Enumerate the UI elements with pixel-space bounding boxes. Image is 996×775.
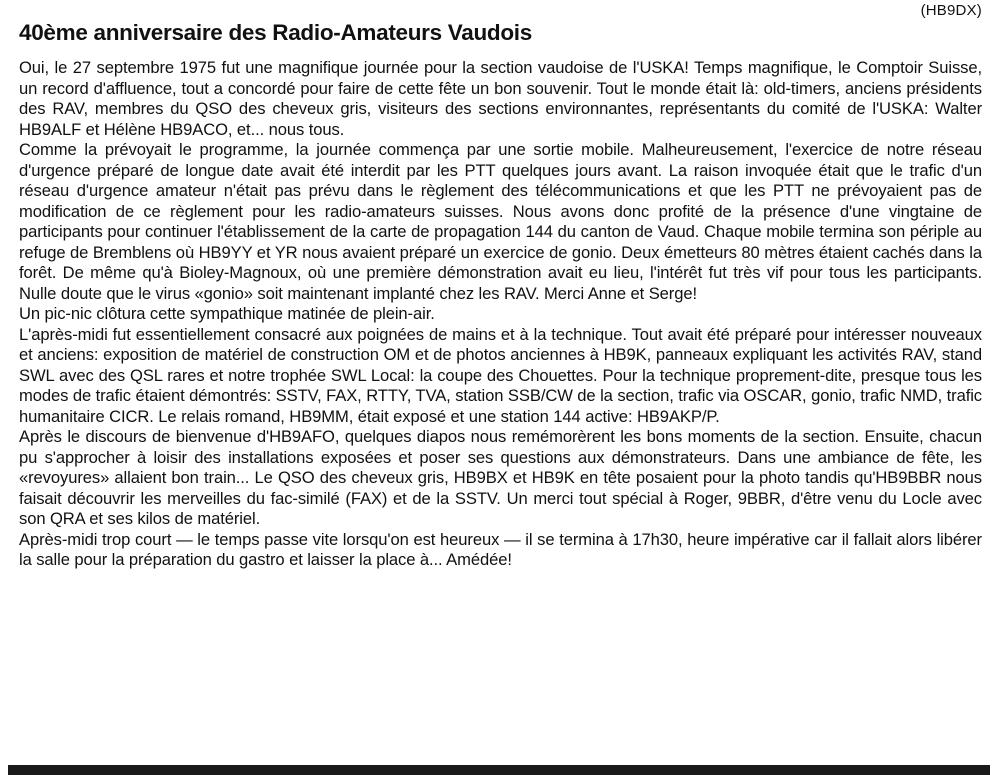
paragraph-intro: Oui, le 27 septembre 1975 fut une magnifique journée pour la section vaudoise de l'USKA! Temps magnifique, le Comptoir Suisse, un record d'affluence, tout a concordé pour faire de cette fête un bon souvenir. Tout le monde était là: old-timers, anciens présidents des RAV, membres du QSO des cheveux gris, visiteurs des sections environnantes, représentants du comité de l'USKA: Walter HB9ALF et Hélène HB9ACO, et... nous tous.: [19, 58, 982, 139]
bottom-divider: [8, 765, 990, 775]
paragraph-picnic: Un pic-nic clôtura cette sympathique matinée de plein-air.: [19, 304, 435, 323]
paragraph-mobile-outing: Comme la prévoyait le programme, la journée commença par une sortie mobile. Malheureusement, l'exercice de notre réseau d'urgence préparé de longue date avait été interdit par les PTT quelques jours avant. La raison invoquée était que le trafic d'un réseau d'urgence amateur n'était pas prévu dans le règlement des télécommunications et que les PTT ne prévoyaient pas de modification de ce règlement pour les radio-amateurs suisses. Nous avons donc profité de la présence d'une vingtaine de participants pour continuer l'établissement de la carte de propagation 144 du canton de Vaud. Chaque mobile termina son périple au refuge de Bremblens où HB9YY et YR nous avaient préparé un exercice de gonio. Deux émetteurs 80 mètres étaient cachés dans la forêt. De même qu'à Bioley-Magnoux, où une première démonstration avait eu lieu, l'intérêt fut très vif pour tous les participants. Nulle doute que le virus «gonio» soit maintenant implanté chez les RAV. Merci Anne et Serge!: [19, 140, 982, 303]
article-title: 40ème anniversaire des Radio-Amateurs Vaudois: [19, 20, 532, 45]
paragraph-closing: Après-midi trop court — le temps passe vite lorsqu'on est heureux — il se termina à 17h30, heure impérative car il fallait alors libérer la salle pour la préparation du gastro et laisser la place à... Amédée!: [19, 529, 982, 569]
paragraph-welcome-speech: Après le discours de bienvenue d'HB9AFO, quelques diapos nous remémorèrent les bons moments de la section. Ensuite, chacun pu s'approcher à loisir des installations exposées et poser ses questions aux démonstrateurs. Dans une ambiance de fête, les «revoyures» allaient bon train... Le QSO des cheveux gris, HB9BX et HB9K en tête posaient pour la photo tandis qu'HB9BBR nous faisait découvrir les merveilles du fac-similé (FAX) et de la SSTV. Un merci tout spécial à Roger, 9BBR, d'être venu du Locle avec son QRA et ses kilos de matériel.: [19, 427, 982, 528]
author-callsign: (HB9DX): [920, 2, 982, 19]
paragraph-afternoon-technique: L'après-midi fut essentiellement consacré aux poignées de mains et à la technique. Tout avait été préparé pour intéresser nouveaux et anciens: exposition de matériel de construction OM et de photos anciennes à HB9K, panneaux expliquant les activités RAV, stand SWL avec des QSL rares et notre trophée SWL Local: la coupe des Chouettes. Pour la technique proprement-dite, presque tous les modes de trafic étaient démontrés: SSTV, FAX, RTTY, TVA, station SSB/CW de la section, trafic via OSCAR, gonio, trafic NMD, trafic humanitaire CICR. Le relais romand, HB9MM, était exposé et une station 144 active: HB9AKP/P.: [19, 324, 982, 426]
article-body: [19, 58, 982, 571]
